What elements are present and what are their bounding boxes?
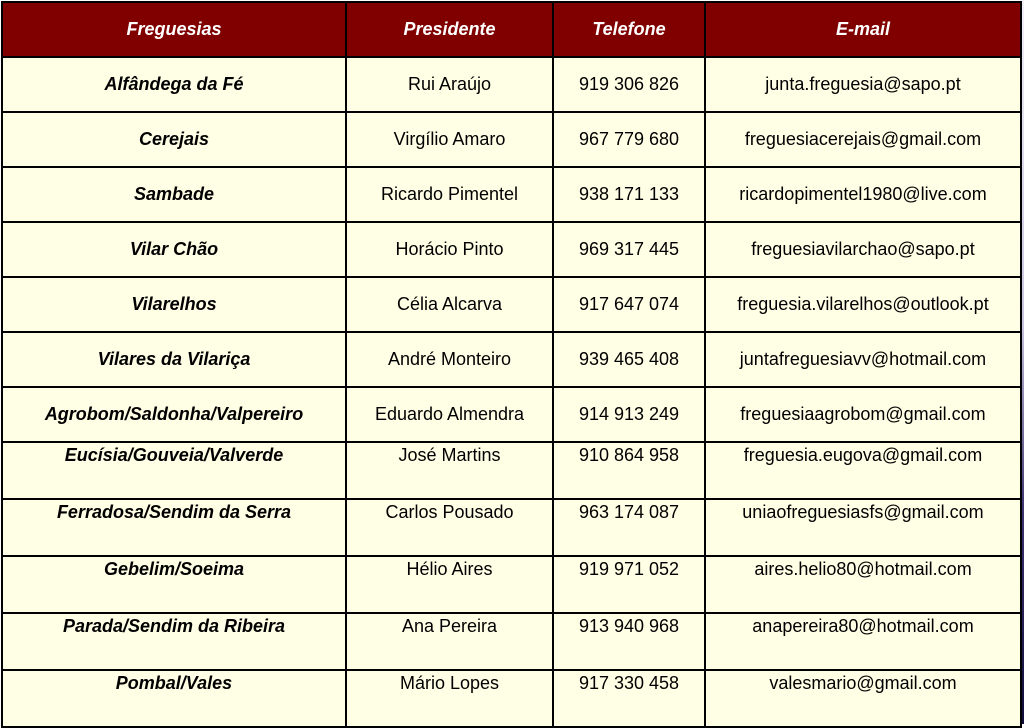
table-header-row: [2, 2, 1021, 57]
telefone-cell: 919 971 052: [553, 556, 705, 613]
freguesia-cell: Vilar Chão: [2, 222, 346, 277]
header-telefone: Telefone: [553, 2, 705, 57]
freguesia-cell: Vilarelhos: [2, 277, 346, 332]
table-row: [2, 167, 1021, 222]
telefone-cell: 913 940 968: [553, 613, 705, 670]
email-cell: ricardopimentel1980@live.com: [705, 167, 1021, 222]
email-cell: junta.freguesia@sapo.pt: [705, 57, 1021, 112]
table-row: [2, 57, 1021, 112]
email-cell: aires.helio80@hotmail.com: [705, 556, 1021, 613]
email-cell: freguesiavilarchao@sapo.pt: [705, 222, 1021, 277]
email-cell: juntafreguesiavv@hotmail.com: [705, 332, 1021, 387]
freguesias-contact-table: [1, 1, 1022, 728]
header-freguesias: Freguesias: [2, 2, 346, 57]
header-email: E-mail: [705, 2, 1021, 57]
presidente-cell: Virgílio Amaro: [346, 112, 553, 167]
telefone-cell: 914 913 249: [553, 387, 705, 442]
email-cell: anapereira80@hotmail.com: [705, 613, 1021, 670]
presidente-cell: Carlos Pousado: [346, 499, 553, 556]
presidente-cell: Mário Lopes: [346, 670, 553, 727]
email-cell: uniaofreguesiasfs@gmail.com: [705, 499, 1021, 556]
email-cell: valesmario@gmail.com: [705, 670, 1021, 727]
telefone-cell: 939 465 408: [553, 332, 705, 387]
freguesia-cell: Ferradosa/Sendim da Serra: [2, 499, 346, 556]
telefone-cell: 963 174 087: [553, 499, 705, 556]
freguesia-cell: Eucísia/Gouveia/Valverde: [2, 442, 346, 499]
freguesia-cell: Parada/Sendim da Ribeira: [2, 613, 346, 670]
table-row: [2, 442, 1021, 499]
presidente-cell: Horácio Pinto: [346, 222, 553, 277]
table-row: [2, 499, 1021, 556]
freguesia-cell: Sambade: [2, 167, 346, 222]
email-cell: freguesia.eugova@gmail.com: [705, 442, 1021, 499]
header-presidente: Presidente: [346, 2, 553, 57]
telefone-cell: 967 779 680: [553, 112, 705, 167]
presidente-cell: Eduardo Almendra: [346, 387, 553, 442]
presidente-cell: Ricardo Pimentel: [346, 167, 553, 222]
table-row: [2, 387, 1021, 442]
freguesia-cell: Pombal/Vales: [2, 670, 346, 727]
table-row: [2, 613, 1021, 670]
email-cell: freguesiaagrobom@gmail.com: [705, 387, 1021, 442]
freguesia-cell: Cerejais: [2, 112, 346, 167]
email-cell: freguesiacerejais@gmail.com: [705, 112, 1021, 167]
freguesia-cell: Alfândega da Fé: [2, 57, 346, 112]
presidente-cell: Hélio Aires: [346, 556, 553, 613]
table-row: [2, 670, 1021, 727]
table-row: [2, 332, 1021, 387]
freguesia-cell: Agrobom/Saldonha/Valpereiro: [2, 387, 346, 442]
presidente-cell: André Monteiro: [346, 332, 553, 387]
telefone-cell: 969 317 445: [553, 222, 705, 277]
table-row: [2, 277, 1021, 332]
table-row: [2, 556, 1021, 613]
presidente-cell: José Martins: [346, 442, 553, 499]
table-row: [2, 222, 1021, 277]
presidente-cell: Ana Pereira: [346, 613, 553, 670]
presidente-cell: Célia Alcarva: [346, 277, 553, 332]
telefone-cell: 917 647 074: [553, 277, 705, 332]
freguesia-cell: Vilares da Vilariça: [2, 332, 346, 387]
telefone-cell: 917 330 458: [553, 670, 705, 727]
freguesia-cell: Gebelim/Soeima: [2, 556, 346, 613]
telefone-cell: 938 171 133: [553, 167, 705, 222]
telefone-cell: 910 864 958: [553, 442, 705, 499]
telefone-cell: 919 306 826: [553, 57, 705, 112]
presidente-cell: Rui Araújo: [346, 57, 553, 112]
table-row: [2, 112, 1021, 167]
email-cell: freguesia.vilarelhos@outlook.pt: [705, 277, 1021, 332]
